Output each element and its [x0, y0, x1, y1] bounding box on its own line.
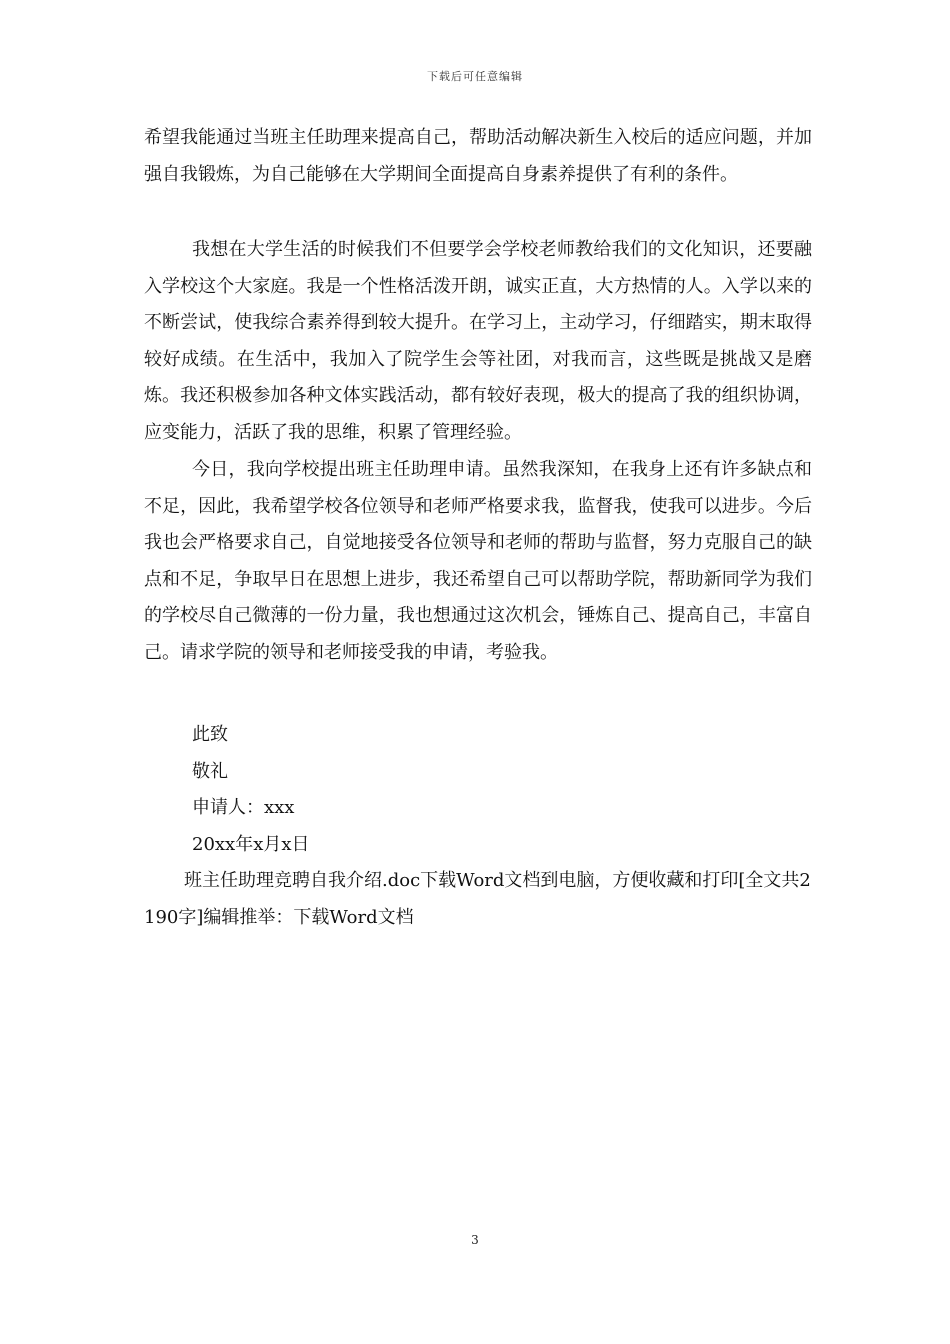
paragraph-self-description: 我想在大学生活的时候我们不但要学会学校老师教给我们的文化知识，还要融入学校这个大家庭。我是一个性格活泼开朗，诚实正直，大方热情的人。入学以来的不断尝试，使我综合素养得到较大提升。在学习上，主动学习，仔细踏实，期末取得较好成绩。在生活中，我加入了院学生会等社团，对我而言，这些既是挑战又是磨炼。我还积极参加各种文体实践活动，都有较好表现，极大的提高了我的组织协调，应变能力，活跃了我的思维，积累了管理经验。: [144, 239, 812, 443]
download-note: 班主任助理竞聘自我介绍.doc下载Word文档到电脑，方便收藏和打印[全文共2190字]编辑推举：下载Word文档: [144, 870, 811, 928]
paragraph-intro: 希望我能通过当班主任助理来提高自己，帮助活动解决新生入校后的适应问题，并加强自我锻炼，为自己能够在大学期间全面提高自身素养提供了有利的条件。: [144, 127, 812, 185]
closing-regards: 敬礼: [192, 761, 228, 782]
paragraph-application: 今日，我向学校提出班主任助理申请。虽然我深知，在我身上还有许多缺点和不足，因此，我希望学校各位领导和老师严格要求我，监督我，使我可以进步。今后我也会严格要求自己，自觉地接受各位领导和老师的帮助与监督，努力克服自己的缺点和不足，争取早日在思想上进步，我还希望自己可以帮助学院，帮助新同学为我们的学校尽自己微薄的一份力量，我也想通过这次机会，锤炼自己、提高自己，丰富自己。请求学院的领导和老师接受我的申请，考验我。: [144, 459, 812, 663]
page-header: 下载后可任意编辑: [427, 70, 523, 83]
closing-salutation: 此致: [192, 724, 228, 745]
applicant-signature: 申请人：xxx: [192, 797, 295, 818]
page-number: 3: [471, 1233, 479, 1247]
application-date: 20xx年x月x日: [192, 834, 310, 855]
